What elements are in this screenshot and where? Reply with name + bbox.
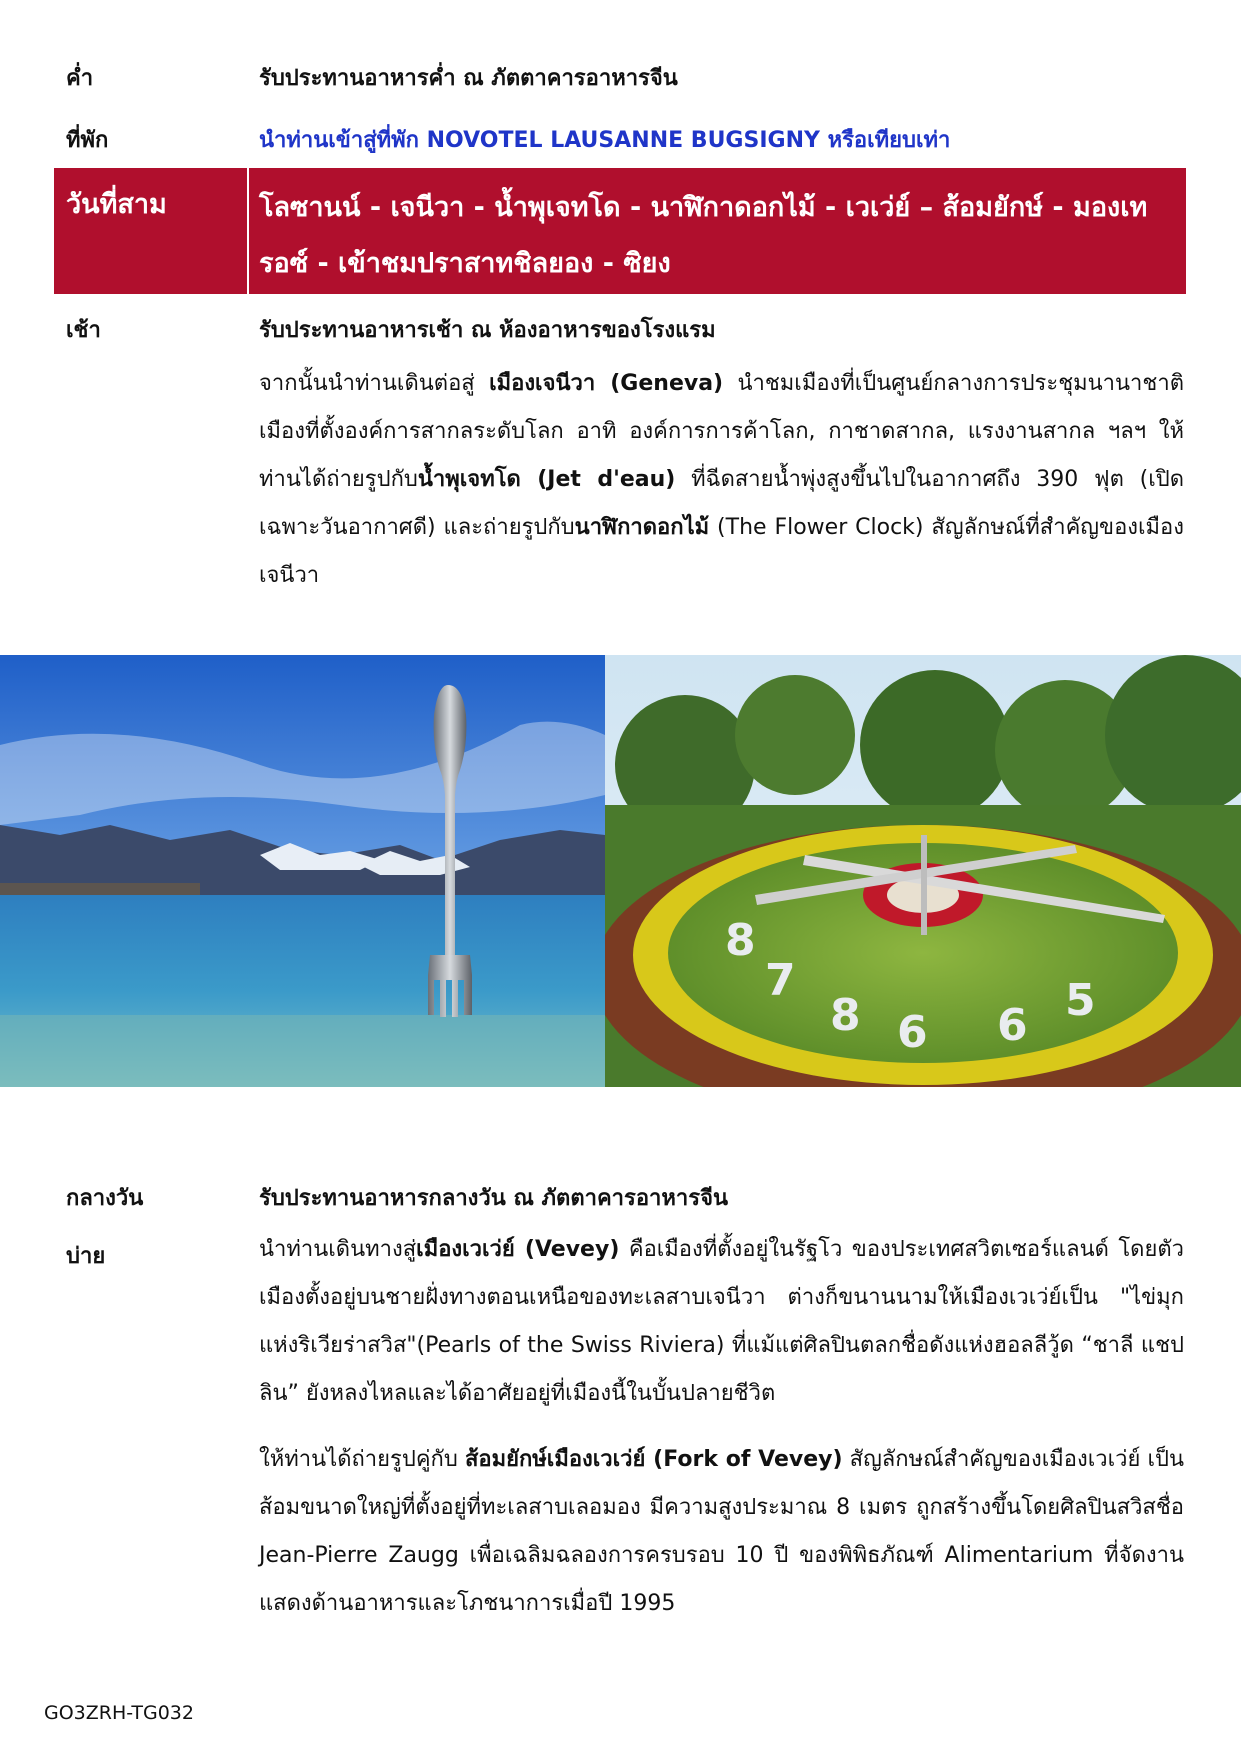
svg-text:7: 7 [765, 955, 796, 1006]
flower-clock-photo [605, 655, 1241, 1087]
fork-of-vevey-name: ส้อมยักษ์เมืองเวเว่ย์ (Fork of Vevey) [464, 1447, 843, 1472]
p1-a: จากนั้นนำท่านเดินต่อสู่ [259, 371, 490, 396]
svg-text:8: 8 [725, 915, 756, 966]
svg-text:6: 6 [997, 1000, 1028, 1051]
p2-c: คือเมืองที่ตั้งอยู่ในรัฐโว ของประเทศสวิตเซอร์แลนด์ โดยตัวเมืองตั้งอยู่บนชายฝั่งทางตอนเหนือของทะเลสาบเจนีวา ต่างก็ขนานนามให้เมืองเวเว่ย์เป็น "ไข่มุกแห่งริเวียร่าสวิส"(Pearls of the Swiss Riviera) ที่แม้แต่ศิลปินตลกชื่อดังแห่งฮอลลีวู้ด “ชาลี แชปลิน” ยังหลงไหลและได้อาศัยอยู่ที่เมืองนี้ในบั้นปลายชีวิต [259, 1237, 1184, 1406]
jet-deau: น้ำพุเจทโด (Jet d'eau) [417, 467, 676, 492]
day-label: วันที่สาม [66, 189, 167, 220]
svg-text:6: 6 [897, 1007, 928, 1058]
dinner-label: ค่ำ [66, 66, 94, 91]
svg-text:5: 5 [1065, 975, 1096, 1026]
lunch-label: กลางวัน [66, 1186, 144, 1211]
vevey-city: เมืองเวเว่ย์ (Vevey) [416, 1237, 620, 1262]
svg-text:8: 8 [830, 990, 861, 1041]
day-banner [54, 168, 1186, 294]
p1-g: (The Flower Clock) สัญลักษณ์ที่สำคัญของเมืองเจนีวา [259, 515, 1184, 588]
document-code: GO3ZRH-TG032 [44, 1702, 194, 1724]
day-title [259, 180, 1179, 292]
hotel-text: นำท่านเข้าสู่ที่พัก NOVOTEL LAUSANNE BUGSIGNY หรือเทียบเท่า [259, 128, 951, 153]
photo-strip [0, 655, 1241, 1087]
banner-divider [247, 168, 249, 294]
geneva-city: เมืองเจนีวา (Geneva) [489, 371, 724, 396]
breakfast-text: รับประทานอาหารเช้า ณ ห้องอาหารของโรงแรม [259, 318, 716, 343]
fork-paragraph [259, 1436, 1184, 1628]
p2-a: นำท่านเดินทางสู่ [259, 1237, 417, 1262]
day-title-line1: โลซานน์ - เจนีวา - น้ำพุเจทโด - นาฬิกาดอกไม้ - เวเว่ย์ – ส้อมยักษ์ - มองเท [259, 192, 1148, 223]
dinner-text: รับประทานอาหารค่ำ ณ ภัตตาคารอาหารจีน [259, 66, 678, 91]
p1-e: ที่ฉีดสายน้ำพุ่งสูงขึ้นไปในอากาศถึง 390 ฟุต (เปิดเฉพาะวันอากาศดี) และถ่ายรูปกับ [259, 467, 1184, 540]
vevey-paragraph [259, 1226, 1184, 1418]
afternoon-label: บ่าย [66, 1244, 106, 1269]
morning-label: เช้า [66, 318, 101, 343]
lunch-text: รับประทานอาหารกลางวัน ณ ภัตตาคารอาหารจีน [259, 1186, 729, 1211]
p1-c: นำชมเมืองที่เป็นศูนย์กลางการประชุมนานาชาติ เมืองที่ตั้งองค์การสากลระดับโลก อาทิ องค์การการค้าโลก, กาชาดสากล, แรงงานสากล ฯลฯ ให้ท่านได้ถ่ายรูปกับ [259, 371, 1184, 492]
flower-clock-name: นาฬิกาดอกไม้ [574, 515, 710, 540]
p3-a: ให้ท่านได้ถ่ายรูปคู่กับ [259, 1447, 465, 1472]
geneva-paragraph [259, 360, 1184, 600]
hotel-label: ที่พัก [66, 128, 109, 153]
day-title-line2: รอซ์ - เข้าชมปราสาทชิลยอง - ซิยง [259, 248, 671, 279]
fork-of-vevey-photo [0, 655, 605, 1087]
p3-c: สัญลักษณ์สำคัญของเมืองเวเว่ย์ เป็นส้อมขนาดใหญ่ที่ตั้งอยู่ที่ทะเลสาบเลอมอง มีความสูงประมาณ 8 เมตร ถูกสร้างขึ้นโดยศิลปินสวิสชื่อ Jean-Pierre Zaugg เพื่อเฉลิมฉลองการครบรอบ 10 ปี ของพิพิธภัณฑ์ Alimentarium ที่จัดงานแสดงด้านอาหารและโภชนาการเมื่อปี 1995 [259, 1447, 1184, 1616]
